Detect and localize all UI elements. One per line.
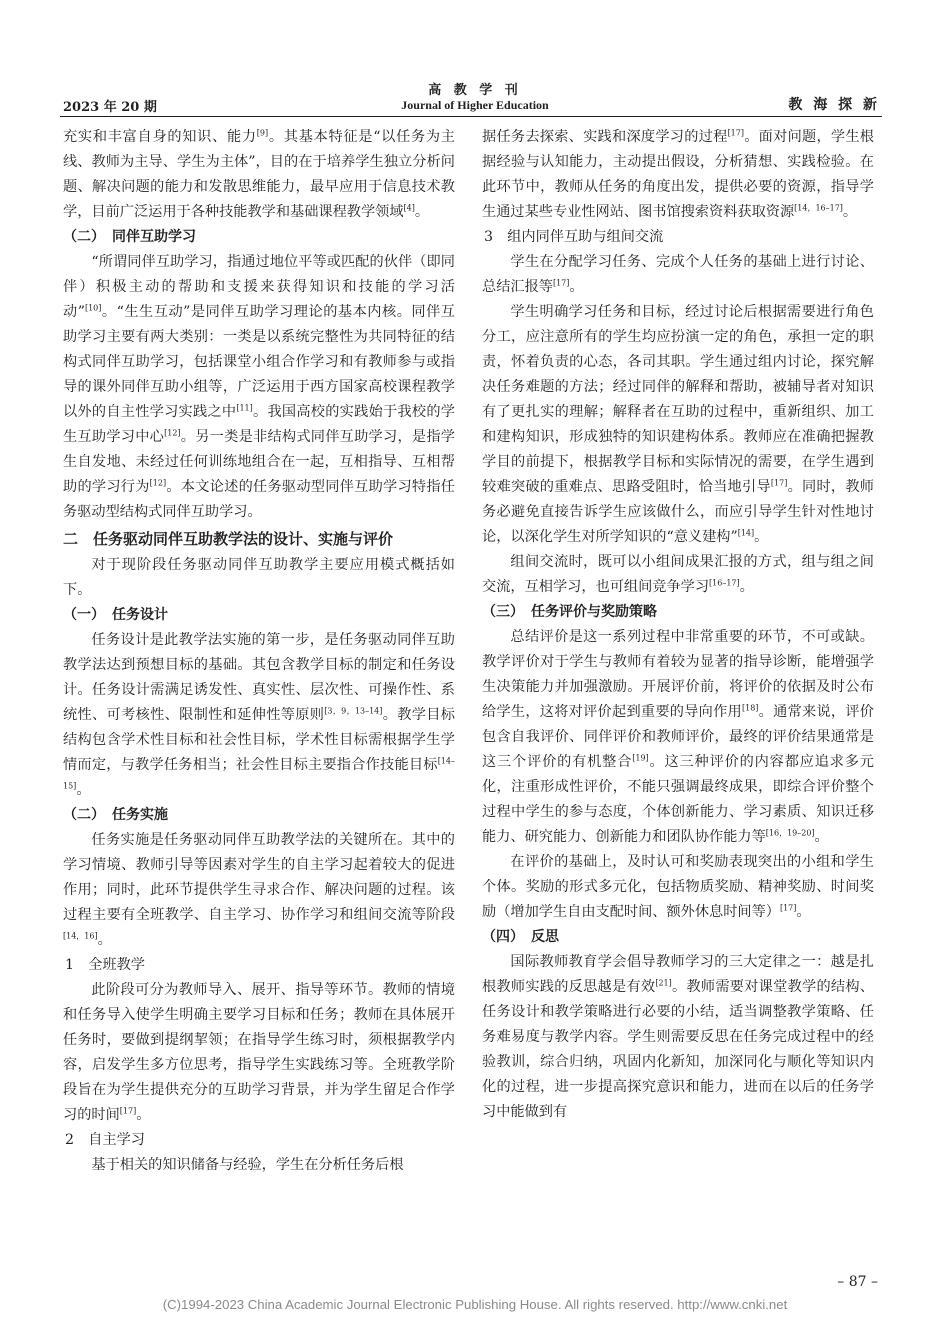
heading-task-implementation: （二） 任务实施 — [63, 807, 168, 823]
journal-title-en: Journal of Higher Education — [401, 98, 549, 112]
heading-peer-learning: （二） 同伴互助学习 — [63, 229, 196, 245]
heading-task-evaluation: （三） 任务评价与奖励策略 — [482, 604, 657, 620]
paragraph: 国际教师教育学会倡导教师学习的三大定律之一：越是扎根教师实践的反思越是有效[21]。教师需要对课堂教学的结构、任务设计和教学策略进行必要的小结，适当调整教学策略、任务难易度与教学内容。学生则需要反思在任务完成过程中的经验教训，综合归纳，巩固内化新知，加深同化与顺化等知识内化的过程，进一步提高探究意识和能力，进而在以后的任务学习中能做到有 — [482, 954, 874, 1120]
issue-label: 2023 年 20 期 — [63, 100, 157, 115]
paragraph: 学生在分配学习任务、完成个人任务的基础上进行讨论、总结汇报等[17]。 — [482, 254, 874, 295]
header-rule — [60, 116, 882, 117]
heading-group-peer: 3 组内同伴互助与组间交流 — [484, 229, 664, 245]
paragraph: 总结评价是这一系列过程中非常重要的环节，不可或缺。教学评价对于学生与教师有着较为显著的指导诊断，能增强学生决策能力并加强激励。开展评价前，将评价的依据及时公布给学生，这将对评价起到重要的导向作用[18]。通常来说，评价包含自我评价、同伴评价和教师评价，最终的评价结果通常是这三个评价的有机整合[19]。这三种评价的内容都应追求多元化，注重形成性评价，不能只强调最终成果，即综合评价整个过程中学生的参与态度，个体创新能力、学习素质、知识迁移能力、研究能力、创新能力和团队协作能力等[16，19–20]。 — [482, 629, 874, 845]
paragraph: 充实和丰富自身的知识、能力[9]。其基本特征是“以任务为主线、教师为主导、学生为主体”，目的在于培养学生独立分析问题、解决问题的能力和发散思维能力，最早应用于信息技术教学，目前广泛运用于各种技能教学和基础课程教学领域[4]。 — [63, 128, 455, 220]
paragraph: 任务实施是任务驱动同伴互助教学法的关键所在。其中的学习情境、教师引导等因素对学生的自主学习起着较大的促进作用；同时，此环节提供学生寻求合作、解决问题的过程。该过程主要有全班教学、自主学习、协作学习和组间交流等阶段[14，16]。 — [63, 832, 455, 948]
paragraph: 据任务去探索、实践和深度学习的过程[17]。面对问题，学生根据经验与认知能力，主动提出假设，分析猜想、实践检验。在此环节中，教师从任务的角度出发，提供必要的资源，指导学生通过某些专业性网站、图书馆搜索资料获取资源[14，16–17]。 — [482, 128, 874, 220]
heading-reflection: （四） 反思 — [482, 929, 559, 945]
left-column — [63, 125, 455, 1178]
paragraph: 此阶段可分为教师导入、展开、指导等环节。教师的情境和任务导入使学生明确主要学习目标和任务；教师在具体展开任务时，要做到提纲挈领；在指导学生练习时，须根据教学内容，启发学生多方位思考，指导学生实践练习等。全班教学阶段旨在为学生提供充分的互助学习背景，并为学生留足合作学习的时间[17]。 — [63, 982, 455, 1123]
heading-self-study: 2 自主学习 — [65, 1132, 145, 1148]
paragraph: 组间交流时，既可以小组间成果汇报的方式，组与组之间交流，互相学习，也可组间竞争学习[16–17]。 — [482, 554, 874, 595]
right-column — [482, 125, 874, 1125]
paragraph: “所谓同伴互助学习，指通过地位平等或匹配的伙伴（即同伴）积极主动的帮助和支援来获得知识和技能的学习活动”[10]。“生生互动”是同伴互助学习理论的基本内核。同伴互助学习主要有两大类别：一类是以系统完整性为共同特征的结构式同伴互助学习，包括课堂小组合作学习和有教师参与或指导的课外同伴互助小组等，广泛运用于西方国家高校课程教学以外的自主性学习实践之中[11]。我国高校的实践始于我校的学生互助学习中心[12]。另一类是非结构式同伴互助学习，是指学生自发地、未经过任何训练地组合在一起，互相指导、互相帮助的学习行为[12]。本文论述的任务驱动型同伴互助学习特指任务驱动型结构式同伴互助学习。 — [63, 254, 455, 520]
page-number: – 87 – — [837, 1274, 878, 1290]
paragraph: 基于相关的知识储备与经验，学生在分析任务后根 — [91, 1157, 404, 1173]
paragraph: 对于现阶段任务驱动同伴互助教学主要应用模式概括如下。 — [63, 557, 455, 598]
heading-whole-class: 1 全班教学 — [65, 957, 145, 973]
column-label: 教 海 探 新 — [788, 97, 880, 113]
heading-task-design: （一） 任务设计 — [63, 607, 168, 623]
copyright-footer: (C)1994-2023 China Academic Journal Electronic Publishing House. All rights reserved. http://www.cnki.net — [162, 1297, 788, 1312]
journal-title-cn: 高 教 学 刊 — [428, 83, 522, 98]
paragraph: 任务设计是此教学法实施的第一步，是任务驱动同伴互助教学法达到预想目标的基础。其包含教学目标的制定和任务设计。任务设计需满足诱发性、真实性、层次性、可操作性、系统性、可考核性、限制性和延伸性等原则[3，9，13–14]。教学目标结构包含学术性目标和社会性目标，学术性目标需根据学生学情而定，与教学任务相当；社会性目标主要指合作技能目标[14–15]。 — [63, 632, 455, 798]
paragraph: 在评价的基础上，及时认可和奖励表现突出的小组和学生个体。奖励的形式多元化，包括物质奖励、精神奖励、时间奖励（增加学生自由支配时间、额外休息时间等）[17]。 — [482, 854, 874, 920]
paragraph: 学生明确学习任务和目标，经过讨论后根据需要进行角色分工，应注意所有的学生均应扮演一定的角色，承担一定的职责，怀着负责的心态，各司其职。学生通过组内讨论，探究解决任务难题的方法；经过同伴的解释和帮助，被辅导者对知识有了更扎实的理解；解释者在互助的过程中，重新组织、加工和建构知识，形成独特的知识建构体系。教师应在准确把握教学目的前提下，根据教学目标和实际情况的需要，在学生遇到较难突破的重难点、思路受阻时，恰当地引导[17]。同时，教师务必避免直接告诉学生应该做什么，而应引导学生针对性地讨论，以深化学生对所学知识的“意义建构”[14]。 — [482, 304, 874, 545]
heading-section-2: 二 任务驱动同伴互助教学法的设计、实施与评价 — [63, 530, 394, 548]
